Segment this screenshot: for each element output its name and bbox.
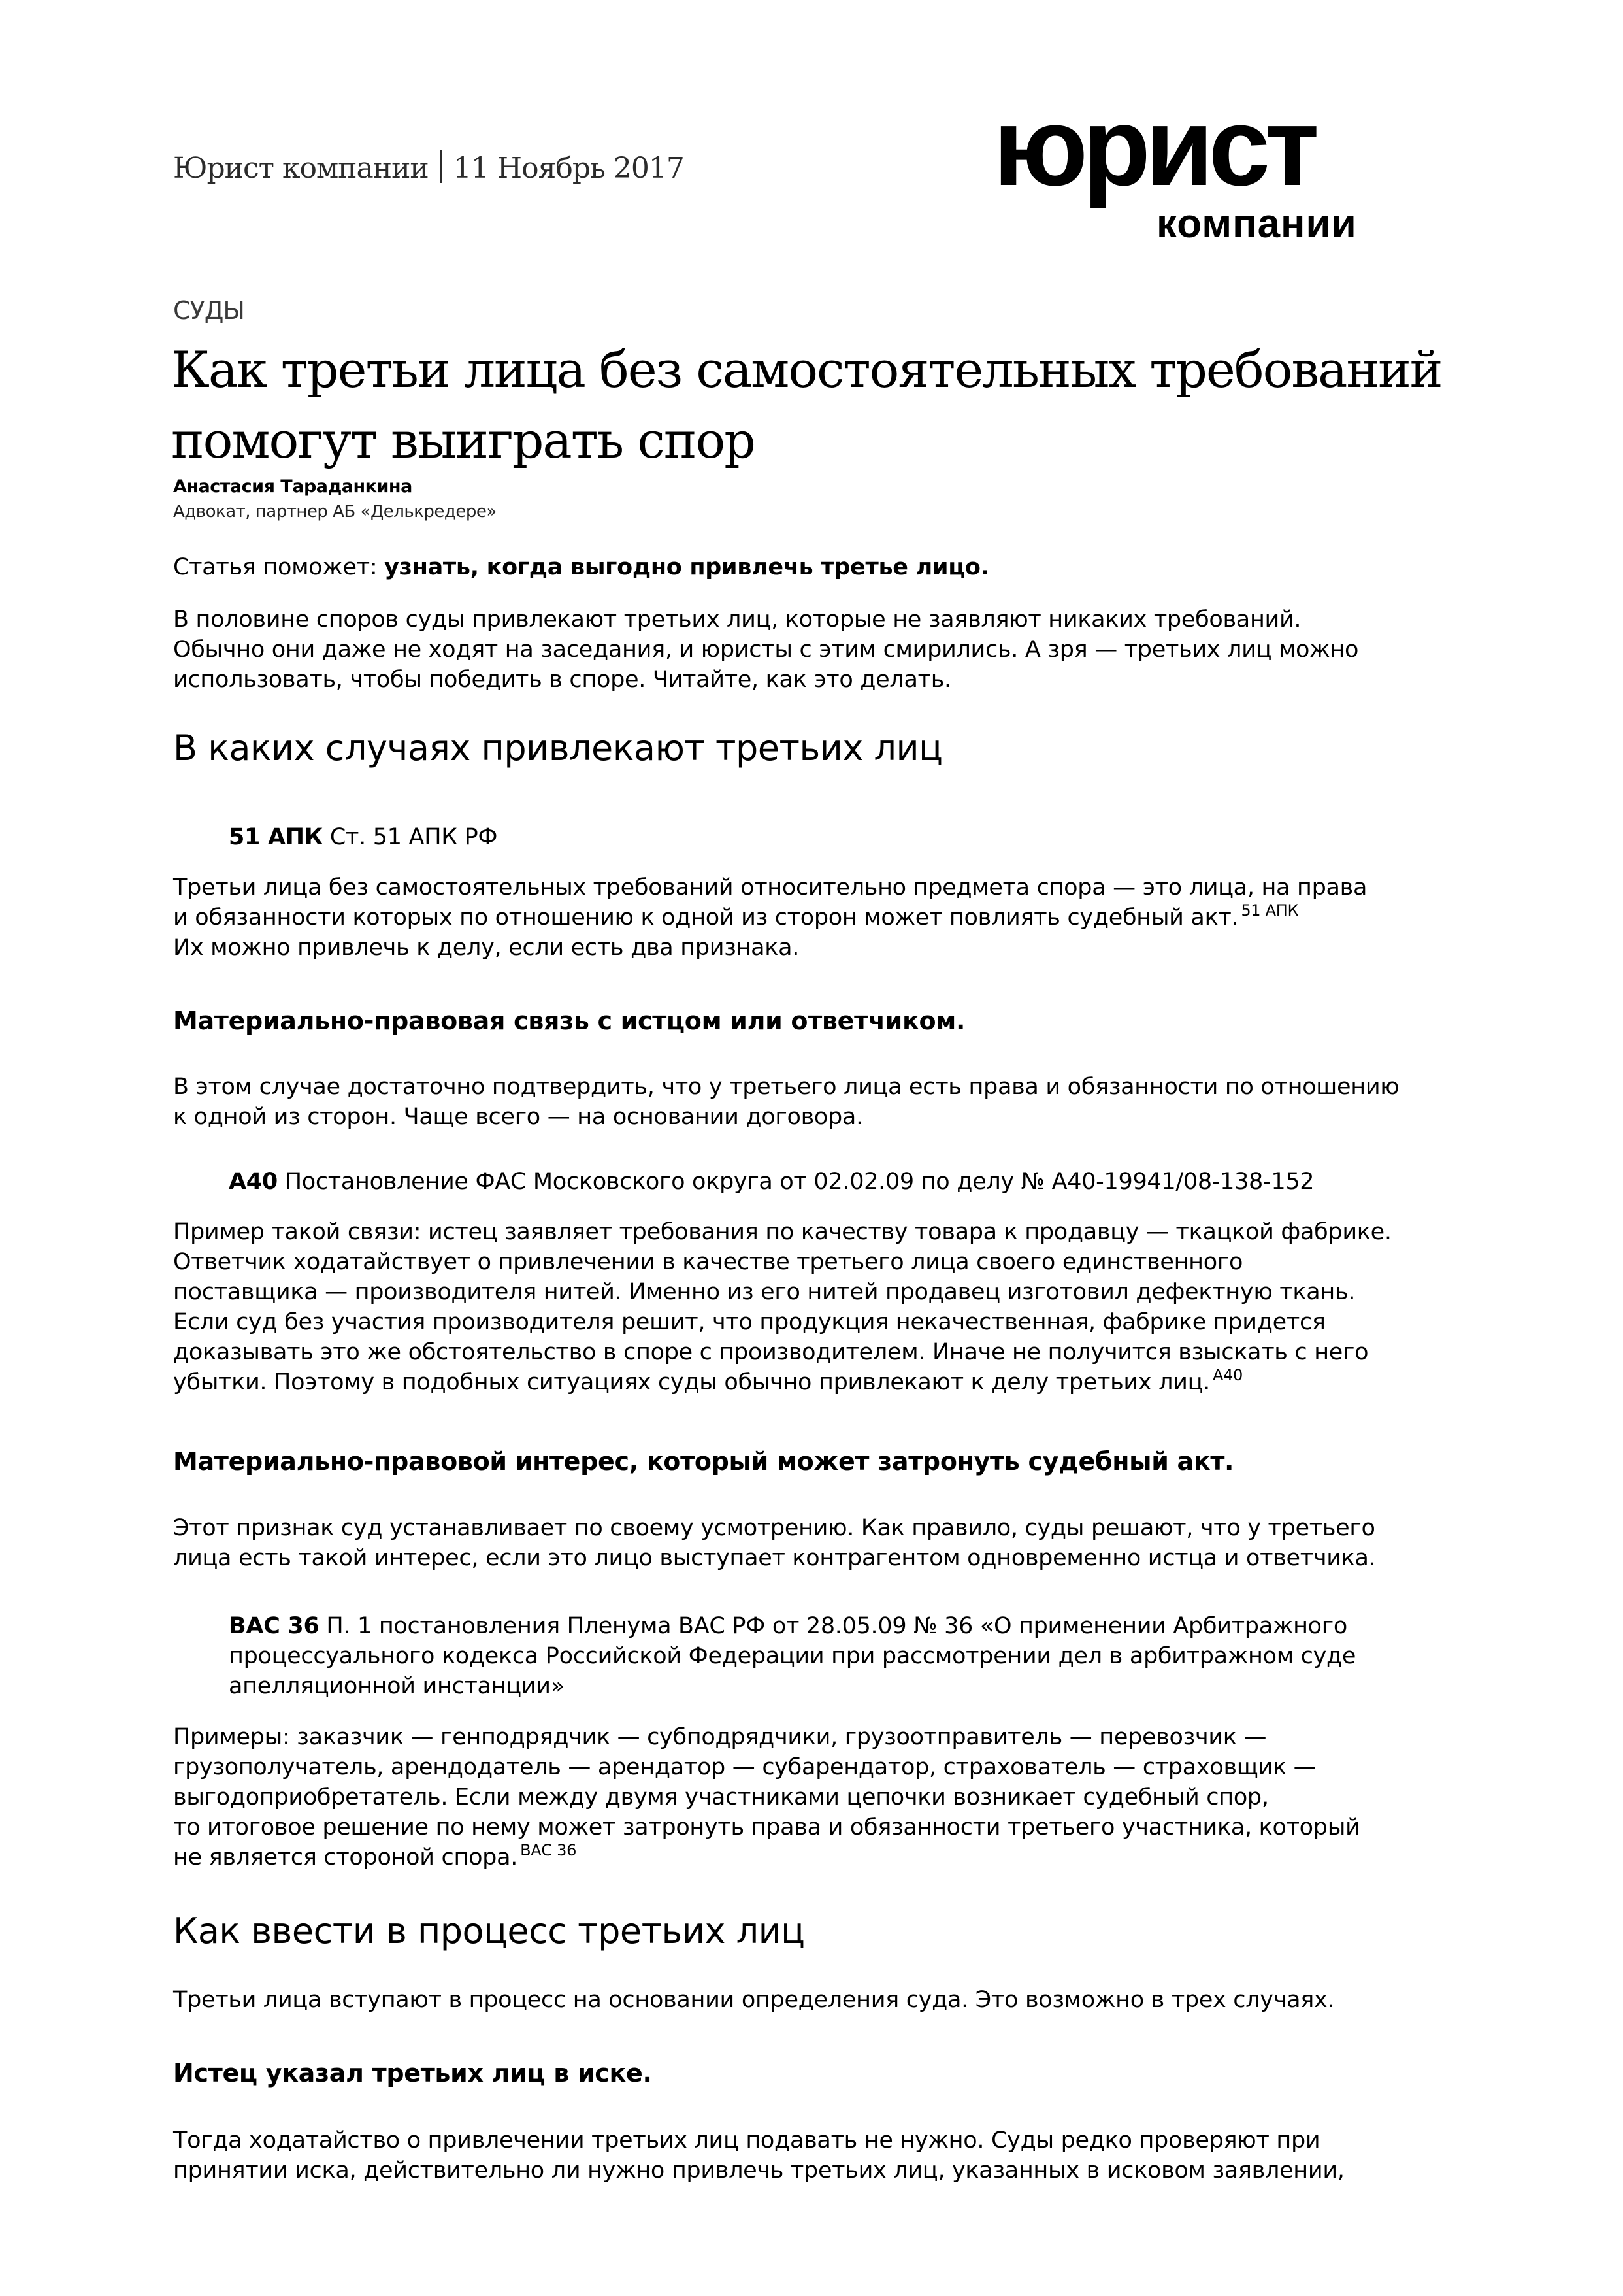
paragraph-line: В этом случае достаточно подтвердить, что у третьего лица есть права и обязанности по отношению bbox=[173, 1074, 1400, 1100]
title-line: помогут выиграть спор bbox=[171, 411, 755, 469]
masthead-separator bbox=[440, 150, 442, 183]
paragraph-line: Их можно привлечь к делу, если есть два признака. bbox=[173, 935, 800, 961]
connection-paragraph bbox=[173, 1072, 1480, 1132]
paragraph-line: Обычно они даже не ходят на заседания, и юристы с этим смирились. А зря — третьих лиц можно bbox=[173, 637, 1359, 663]
reference-text: апелляционной инстанции» bbox=[229, 1673, 565, 1699]
paragraph-line: поставщика — производителя нитей. Именно из его нитей продавец изготовил дефектную ткань. bbox=[173, 1279, 1356, 1305]
footnote-marker[interactable]: А40 bbox=[1212, 1366, 1243, 1384]
footnote-marker[interactable]: 51 АПК bbox=[1241, 901, 1299, 920]
plaintiff-listed-paragraph bbox=[173, 2125, 1480, 2186]
example-paragraph-a40 bbox=[173, 1217, 1480, 1397]
reference-text: процессуального кодекса Российской Федерации при рассмотрении дел в арбитражном суде bbox=[229, 1643, 1356, 1669]
reference-code: 51 АПК bbox=[229, 824, 323, 850]
article-lead bbox=[173, 552, 989, 582]
lead-bold: узнать, когда выгодно привлечь третье лицо. bbox=[384, 554, 989, 580]
author-name: Анастасия Тараданкина bbox=[173, 476, 412, 497]
reference-text: Ст. 51 АПК РФ bbox=[329, 824, 498, 850]
section2-intro-paragraph bbox=[173, 1985, 1480, 2015]
footnote-marker[interactable]: ВАС 36 bbox=[520, 1841, 577, 1859]
paragraph-line: Примеры: заказчик — генподрядчик — субподрядчики, грузоотправитель — перевозчик — bbox=[173, 1724, 1267, 1750]
publication-date: 11 Ноябрь 2017 bbox=[453, 152, 684, 185]
reference-text: П. 1 постановления Пленума ВАС РФ от 28.05.09 № 36 «О применении Арбитражного bbox=[326, 1613, 1347, 1639]
subheading-plaintiff-listed: Истец указал третьих лиц в иске. bbox=[173, 2059, 652, 2088]
paragraph-line: не является стороной спора. bbox=[173, 1844, 518, 1871]
paragraph-line: Тогда ходатайство о привлечении третьих лиц подавать не нужно. Суды редко проверяют при bbox=[173, 2127, 1320, 2154]
paragraph-line: убытки. Поэтому в подобных ситуациях суды обычно привлекают к делу третьих лиц. bbox=[173, 1369, 1210, 1395]
paragraph-line: к одной из сторон. Чаще всего — на основании договора. bbox=[173, 1104, 863, 1130]
paragraph-line: Этот признак суд устанавливает по своему усмотрению. Как правило, суды решают, что у третьего bbox=[173, 1515, 1375, 1541]
paragraph-line: Пример такой связи: истец заявляет требования по качеству товара к продавцу — ткацкой фабрике. bbox=[173, 1219, 1392, 1245]
legal-reference-a40 bbox=[229, 1167, 1483, 1197]
reference-text: Постановление ФАС Московского округа от 02.02.09 по делу № А40-19941/08-138-152 bbox=[284, 1169, 1315, 1195]
intro-paragraph bbox=[173, 605, 1480, 695]
article-title bbox=[171, 335, 1511, 476]
logo-word-main: юрист bbox=[993, 85, 1315, 209]
paragraph-line: принятии иска, действительно ли нужно привлечь третьих лиц, указанных в исковом заявлении, bbox=[173, 2157, 1345, 2184]
publication-logo bbox=[993, 85, 1451, 248]
rubric-label: СУДЫ bbox=[173, 296, 244, 325]
lead-prefix: Статья поможет: bbox=[173, 554, 378, 580]
paragraph-line: выгодоприобретатель. Если между двумя участниками цепочки возникает судебный спор, bbox=[173, 1784, 1269, 1810]
paragraph-line: использовать, чтобы победить в споре. Читайте, как это делать. bbox=[173, 667, 951, 693]
section-heading-how-to-introduce: Как ввести в процесс третьих лиц bbox=[173, 1910, 805, 1952]
legal-reference-51-apk bbox=[229, 822, 1483, 852]
interest-paragraph bbox=[173, 1513, 1480, 1573]
publication-name: Юрист компании bbox=[173, 152, 429, 185]
subheading-material-interest: Материально-правовой интерес, который может затронуть судебный акт. bbox=[173, 1447, 1234, 1476]
subheading-material-connection: Материально-правовая связь с истцом или ответчиком. bbox=[173, 1007, 966, 1035]
paragraph-line: Если суд без участия производителя решит, что продукция некачественная, фабрике придется bbox=[173, 1309, 1326, 1335]
paragraph-line: Третьи лица вступают в процесс на основании определения суда. Это возможно в трех случаях. bbox=[173, 1987, 1335, 2013]
paragraph-line: В половине споров суды привлекают третьих лиц, которые не заявляют никаких требований. bbox=[173, 607, 1302, 633]
legal-reference-vas-36 bbox=[229, 1611, 1483, 1701]
masthead bbox=[173, 150, 684, 187]
paragraph-line: и обязанности которых по отношению к одной из сторон может повлиять судебный акт. bbox=[173, 905, 1239, 931]
paragraph-line: Третьи лица без самостоятельных требований относительно предмета спора — это лица, на права bbox=[173, 874, 1368, 901]
author-role: Адвокат, партнер АБ «Делькредере» bbox=[173, 502, 497, 522]
paragraph-line: Ответчик ходатайствует о привлечении в качестве третьего лица своего единственного bbox=[173, 1249, 1243, 1275]
title-line: Как третьи лица без самостоятельных требований bbox=[171, 341, 1442, 399]
logo-word-sub: компании bbox=[1156, 201, 1357, 246]
paragraph-line: грузополучатель, арендодатель — арендатор — субарендатор, страхователь — страховщик — bbox=[173, 1754, 1317, 1780]
paragraph-line: доказывать это же обстоятельство в споре с производителем. Иначе не получится взыскать с него bbox=[173, 1339, 1369, 1365]
section-heading-cases: В каких случаях привлекают третьих лиц bbox=[173, 727, 943, 769]
paragraph-line: то итоговое решение по нему может затронуть права и обязанности третьего участника, который bbox=[173, 1814, 1360, 1840]
reference-code: ВАС 36 bbox=[229, 1613, 320, 1639]
reference-code: А40 bbox=[229, 1169, 278, 1195]
paragraph-line: лица есть такой интерес, если это лицо выступает контрагентом одновременно истца и ответчика. bbox=[173, 1545, 1376, 1571]
example-paragraph-vas-36 bbox=[173, 1722, 1480, 1872]
definition-paragraph bbox=[173, 873, 1480, 963]
